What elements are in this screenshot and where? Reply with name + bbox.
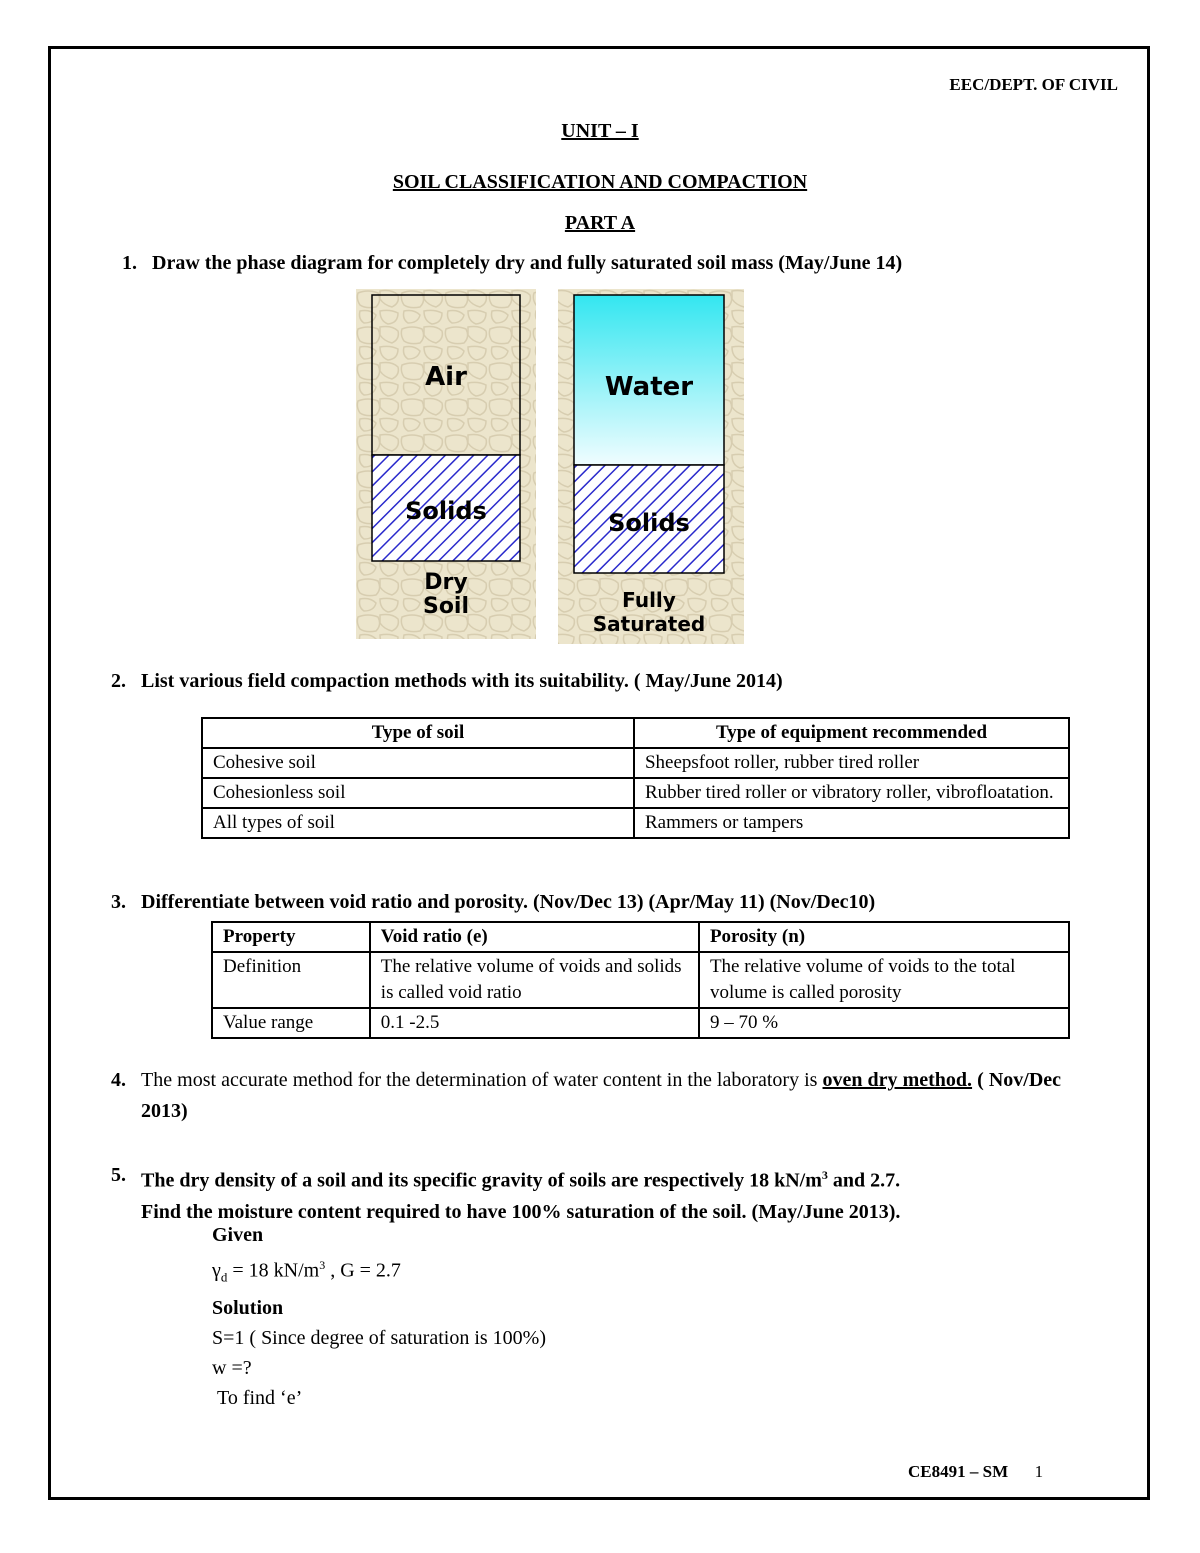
question-number: 4. [111, 1069, 126, 1091]
question-1 [122, 252, 902, 275]
table-cell: Value range [212, 1008, 370, 1038]
table-cell: 0.1 -2.5 [370, 1008, 699, 1038]
table-header: Porosity (n) [699, 922, 1069, 952]
table-cell: 9 – 70 % [699, 1008, 1069, 1038]
unit-title: UNIT – I [561, 120, 639, 142]
table-cell: Sheepsfoot roller, rubber tired roller [634, 748, 1069, 778]
table-cell: Rammers or tampers [634, 808, 1069, 838]
saturation-line: S=1 ( Since degree of saturation is 100%) [212, 1326, 546, 1349]
table-header: Property [212, 922, 370, 952]
table-cell: Rubber tired roller or vibratory roller, vibrofloatation. [634, 778, 1069, 808]
solids-label-dry: Solids [405, 497, 487, 525]
footer [908, 1462, 1043, 1482]
phase-diagram [356, 289, 746, 644]
dry-caption-line2: Soil [422, 594, 470, 619]
solids-label-saturated: Solids [608, 509, 690, 537]
table-row [202, 748, 1069, 778]
find-line: To find ‘e’ [217, 1386, 303, 1409]
dry-caption-line1: Dry [424, 570, 468, 595]
question-text: The dry density of a soil and its specific gravity of soils are respectively 18 kN/m [141, 1169, 822, 1192]
question-5 [111, 1160, 1071, 1228]
question-text: Differentiate between void ratio and porosity. (Nov/Dec 13) (Apr/May 11) (Nov/Dec10) [141, 891, 876, 913]
given-label: Given [212, 1224, 264, 1246]
question-number: 2. [111, 670, 126, 692]
question-text: List various field compaction methods with its suitability. ( May/June 2014) [141, 670, 783, 692]
answer-text: oven dry method. [822, 1069, 973, 1091]
table-header: Type of soil [202, 718, 634, 748]
subject-title: SOIL CLASSIFICATION AND COMPACTION [392, 171, 808, 193]
given-value-end: , G = 2.7 [325, 1259, 401, 1282]
table-row [202, 808, 1069, 838]
table-row [202, 778, 1069, 808]
table-cell: The relative volume of voids to the total volume is called porosity [699, 952, 1069, 1008]
table-cell: All types of soil [202, 808, 634, 838]
saturated-caption-line1: Fully [622, 588, 676, 612]
question-number: 1. [122, 252, 137, 274]
question-3 [111, 891, 875, 914]
table-row [212, 1008, 1069, 1038]
saturated-soil-diagram [558, 289, 744, 644]
table-cell: The relative volume of voids and solids is called void ratio [370, 952, 699, 1008]
table-header: Type of equipment recommended [634, 718, 1069, 748]
saturated-caption-line2: Saturated [592, 612, 706, 636]
gamma-subscript: d [220, 1269, 228, 1285]
question-2 [111, 670, 783, 693]
solution-label: Solution [212, 1296, 284, 1319]
air-label: Air [425, 362, 467, 392]
compaction-methods-table [201, 717, 1070, 839]
question-number: 5. [111, 1164, 126, 1186]
table-header-row [202, 718, 1069, 748]
void-ratio-porosity-table [211, 921, 1070, 1039]
question-number: 3. [111, 891, 126, 913]
table-row [212, 952, 1069, 1008]
department-header: EEC/DEPT. OF CIVIL [949, 75, 1118, 94]
question-text-end: and 2.7. [827, 1169, 901, 1192]
gamma-symbol: γ [212, 1259, 221, 1282]
dry-soil-diagram [356, 289, 536, 639]
given-value: = 18 kN/m [227, 1259, 320, 1282]
question-4 [111, 1065, 1061, 1127]
table-header-row [212, 922, 1069, 952]
water-label: Water [604, 372, 694, 402]
superscript: 3 [821, 1168, 828, 1182]
table-cell: Cohesive soil [202, 748, 634, 778]
solution-block [212, 1220, 546, 1413]
question-text-line2: Find the moisture content required to have 100% saturation of the soil. (May/June 2013). [141, 1200, 901, 1223]
superscript: 3 [319, 1258, 326, 1272]
table-cell: Definition [212, 952, 370, 1008]
question-text: Draw the phase diagram for completely dry and fully saturated soil mass (May/June 14) [152, 252, 903, 274]
page-number: 1 [1034, 1462, 1044, 1481]
course-code: CE8491 – SM [908, 1462, 1009, 1481]
table-cell: Cohesionless soil [202, 778, 634, 808]
given-values [212, 1250, 546, 1293]
w-line: w =? [212, 1356, 252, 1379]
table-header: Void ratio (e) [370, 922, 699, 952]
question-reference: ( Nov/Dec 2013) [141, 1069, 1062, 1122]
part-title: PART A [564, 212, 636, 234]
question-text: The most accurate method for the determination of water content in the laboratory is [141, 1069, 823, 1091]
